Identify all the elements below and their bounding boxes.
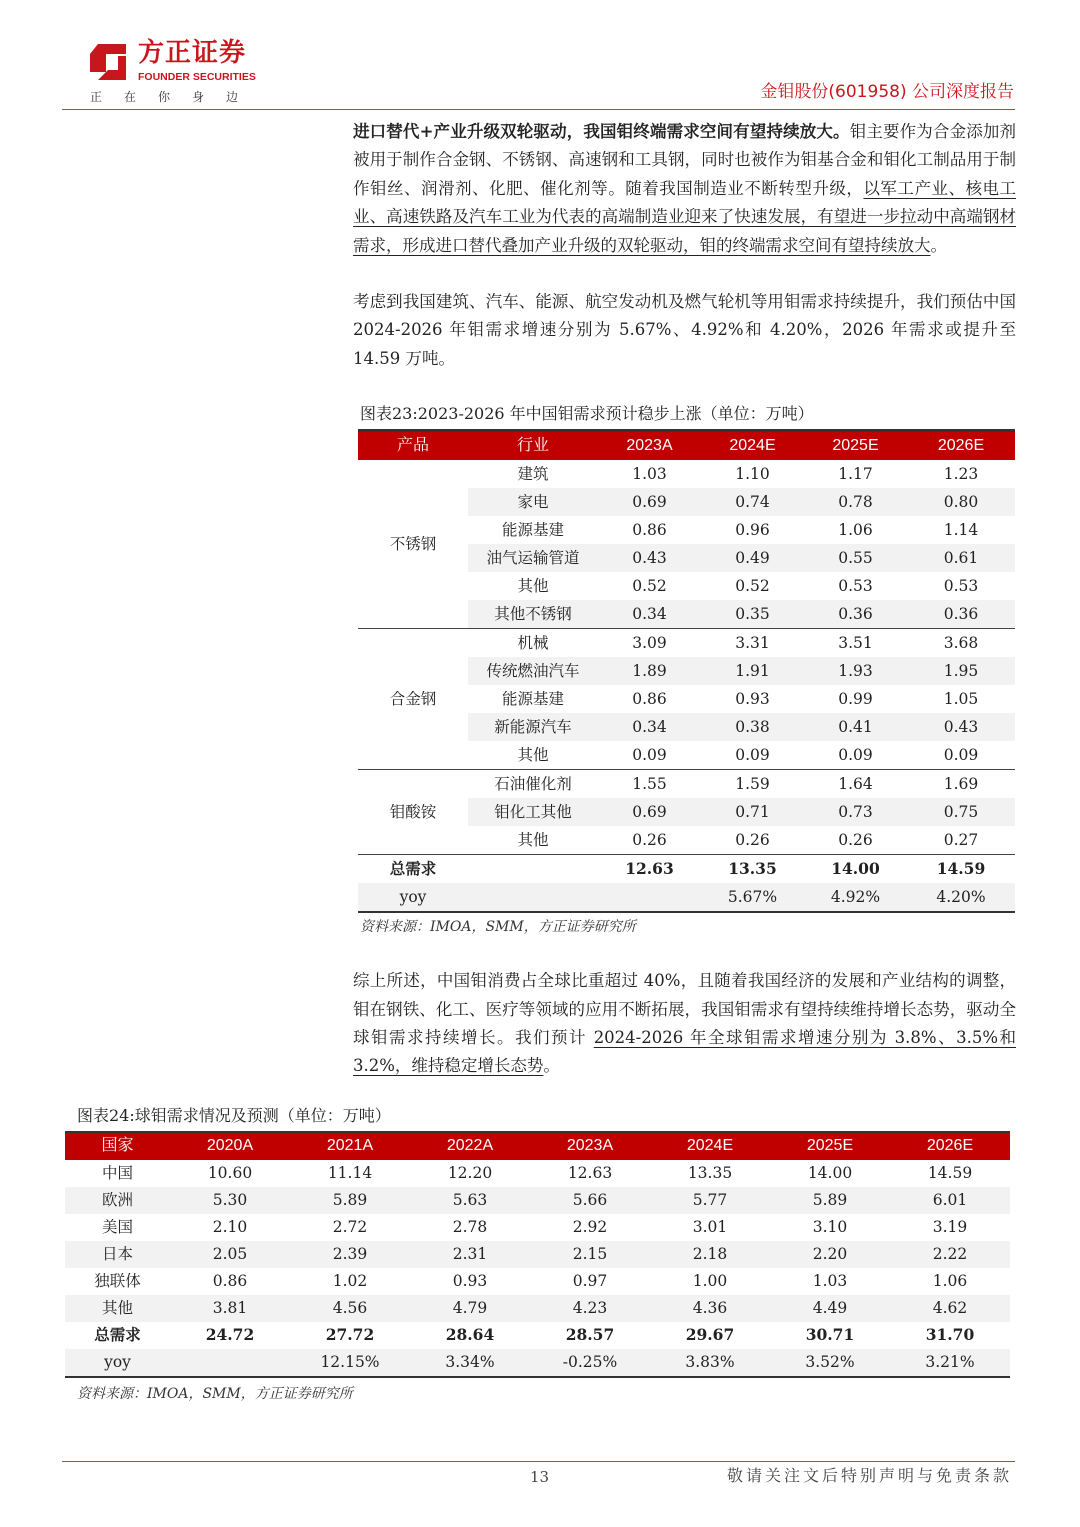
value-cell: 0.69 — [598, 798, 701, 826]
value-cell: 1.05 — [943, 690, 979, 709]
value-cell: 1.03 — [632, 465, 667, 484]
column-header: 2025E — [804, 431, 907, 461]
value-cell: 0.09 — [735, 746, 770, 765]
total-row — [65, 1322, 1010, 1349]
underlined-text: 2024-2026 年全球钼需求增速分别为 3.8%、3.5%和 3.2%，维持稳定增长态势 — [353, 1028, 1016, 1076]
column-header: 2020A — [170, 1132, 290, 1160]
value-cell: 5.66 — [572, 1191, 608, 1210]
product-cell: 钼酸铵 — [358, 770, 468, 855]
value-cell: 1.14 — [943, 521, 979, 540]
industry-cell: 其他 — [517, 831, 549, 850]
yoy-cell: 5.67% — [701, 883, 804, 912]
underlined-text: 以军工产业、核电工业、高速铁路及汽车工业为代表的高端制造业迎来了快速发展，有望进一步拉动中高端钢材需求，形成进口替代叠加产业升级的双轮驱动，钼的终端需求空间有望持续放大 — [353, 178, 1017, 255]
value-cell: 2.31 — [452, 1245, 488, 1264]
value-cell: 2.39 — [332, 1245, 368, 1264]
value-cell: 4.62 — [932, 1299, 968, 1318]
industry-cell: 机械 — [468, 629, 598, 658]
yoy-cell: 12.15% — [320, 1353, 380, 1372]
value-cell: 1.91 — [701, 657, 804, 685]
value-cell: 3.10 — [812, 1218, 848, 1237]
table-row — [65, 1268, 1010, 1295]
value-cell: 3.31 — [701, 629, 804, 658]
value-cell: 0.35 — [701, 600, 804, 629]
industry-cell: 其他 — [517, 746, 549, 765]
total-row — [358, 855, 1015, 884]
value-cell: 0.41 — [804, 713, 907, 741]
value-cell: 4.49 — [812, 1299, 848, 1318]
table-row — [358, 460, 1015, 488]
total-cell: 28.64 — [445, 1325, 495, 1345]
industry-cell: 油气运输管道 — [468, 544, 598, 572]
yoy-cell — [468, 883, 598, 912]
footer-divider — [62, 1461, 1015, 1462]
value-cell: 0.49 — [701, 544, 804, 572]
region-cell: 中国 — [101, 1164, 133, 1183]
value-cell: 1.93 — [804, 657, 907, 685]
value-cell: 3.09 — [598, 629, 701, 658]
value-cell: 0.99 — [838, 690, 873, 709]
table-row — [65, 1187, 1010, 1214]
value-cell: 0.71 — [701, 798, 804, 826]
industry-cell: 建筑 — [517, 465, 549, 484]
value-cell: 0.93 — [735, 690, 770, 709]
table-row — [65, 1241, 1010, 1268]
value-cell: 2.78 — [452, 1218, 488, 1237]
value-cell: 1.55 — [598, 770, 701, 799]
total-cell: 27.72 — [325, 1325, 375, 1345]
column-header: 2026E — [907, 431, 1015, 461]
yoy-cell: 3.21% — [925, 1353, 975, 1372]
column-header: 2023A — [598, 431, 701, 461]
table24-caption: 图表24:球钼需求情况及预测（单位：万吨） — [77, 1105, 391, 1125]
total-cell: 14.00 — [804, 855, 907, 884]
value-cell: 0.53 — [838, 577, 873, 596]
industry-cell: 能源基建 — [501, 690, 564, 709]
page-footer — [0, 1461, 1080, 1501]
text-segment: 考虑到我国建筑、汽车、能源、航空发动机及燃气轮机等用钼需求持续提升，我们预估中国 2024-2026 年钼需求增速分别为 5.67%、4.92%和 4.20%，2026 年需求或提升至 14.59 万吨。 — [353, 292, 1016, 368]
page-number: 13 — [530, 1468, 550, 1486]
product-cell: 合金钢 — [358, 629, 468, 770]
column-header: 行业 — [468, 431, 598, 461]
value-cell: 13.35 — [687, 1164, 733, 1183]
column-header: 2024E — [650, 1132, 770, 1160]
value-cell: 0.78 — [804, 488, 907, 516]
region-cell: 欧洲 — [101, 1191, 133, 1210]
column-header: 2026E — [890, 1132, 1010, 1160]
value-cell: 0.26 — [838, 831, 873, 850]
total-cell: 13.35 — [701, 855, 804, 884]
value-cell: 5.30 — [212, 1191, 248, 1210]
value-cell: 6.01 — [932, 1191, 968, 1210]
value-cell: 0.09 — [838, 746, 873, 765]
table24-source: 资料来源：IMOA，SMM，方正证券研究所 — [77, 1385, 353, 1402]
value-cell: 0.26 — [735, 831, 770, 850]
table-row — [358, 770, 1015, 799]
value-cell: 1.89 — [598, 657, 701, 685]
value-cell: 0.27 — [943, 831, 979, 850]
yoy-row — [65, 1349, 1010, 1377]
product-cell: 不锈钢 — [389, 535, 437, 554]
value-cell: 14.59 — [927, 1164, 973, 1183]
value-cell: 2.72 — [332, 1218, 368, 1237]
value-cell: 2.15 — [572, 1245, 608, 1264]
value-cell: 5.63 — [452, 1191, 488, 1210]
value-cell: 0.52 — [632, 577, 667, 596]
yoy-cell: 3.83% — [685, 1353, 735, 1372]
paragraph-import-substitution — [353, 118, 1016, 260]
china-molybdenum-demand-table — [358, 429, 1015, 913]
value-cell: 3.81 — [212, 1299, 248, 1318]
region-cell: 美国 — [101, 1218, 133, 1237]
value-cell: 2.22 — [932, 1245, 968, 1264]
value-cell: 1.06 — [932, 1272, 968, 1291]
value-cell: 14.00 — [807, 1164, 853, 1183]
value-cell: 4.79 — [452, 1299, 488, 1318]
value-cell: 5.77 — [692, 1191, 728, 1210]
value-cell: 2.20 — [812, 1245, 848, 1264]
table-row — [358, 629, 1015, 658]
column-header: 2022A — [410, 1132, 530, 1160]
column-header: 2021A — [290, 1132, 410, 1160]
column-header: 产品 — [358, 431, 468, 461]
industry-cell: 传统燃油汽车 — [468, 657, 598, 685]
total-cell: 28.57 — [565, 1325, 615, 1345]
yoy-cell: 3.34% — [445, 1353, 495, 1372]
value-cell: 4.56 — [332, 1299, 368, 1318]
value-cell: 3.51 — [804, 629, 907, 658]
value-cell: 0.52 — [735, 577, 770, 596]
yoy-cell: 4.20% — [907, 883, 1015, 912]
table-row — [65, 1214, 1010, 1241]
value-cell: 12.63 — [567, 1164, 613, 1183]
total-cell: 12.63 — [598, 855, 701, 884]
total-cell: 24.72 — [205, 1325, 255, 1345]
value-cell: 5.89 — [812, 1191, 848, 1210]
value-cell: 1.10 — [735, 465, 770, 484]
column-header: 2024E — [701, 431, 804, 461]
yoy-cell: yoy — [104, 1353, 131, 1372]
region-cell: 独联体 — [94, 1272, 141, 1291]
value-cell: 4.36 — [692, 1299, 728, 1318]
value-cell: 12.20 — [447, 1164, 493, 1183]
value-cell: 1.23 — [943, 465, 979, 484]
value-cell: 1.06 — [838, 521, 873, 540]
value-cell: 0.34 — [598, 713, 701, 741]
value-cell: 10.60 — [207, 1164, 253, 1183]
paragraph-china-demand-forecast — [353, 288, 1016, 373]
yoy-row — [358, 883, 1015, 912]
value-cell: 1.59 — [701, 770, 804, 799]
value-cell: 11.14 — [327, 1164, 373, 1183]
value-cell: 0.93 — [452, 1272, 488, 1291]
value-cell: 0.86 — [632, 521, 667, 540]
value-cell: 1.17 — [838, 465, 873, 484]
total-cell: 总需求 — [94, 1325, 141, 1345]
value-cell: 2.92 — [572, 1218, 608, 1237]
logo-chinese-name: 方正证券 — [138, 38, 247, 68]
value-cell: 3.68 — [907, 629, 1015, 658]
value-cell: 0.86 — [212, 1272, 248, 1291]
total-cell — [468, 855, 598, 884]
industry-cell: 钼化工其他 — [468, 798, 598, 826]
table-row — [65, 1160, 1010, 1187]
value-cell: 0.09 — [632, 746, 667, 765]
value-cell: 0.43 — [907, 713, 1015, 741]
value-cell: 0.36 — [804, 600, 907, 629]
text-segment: 钼主要作为合金添加剂被用于制作合金钢、不锈钢、高速钢和工具钢，同时也被作为钼基合金和钼化工制品用于制作钼丝、润滑剂、化肥、催化剂等。随着我国制造业不断转型升级， — [353, 122, 1017, 198]
industry-cell: 家电 — [468, 488, 598, 516]
region-cell: 日本 — [101, 1245, 133, 1264]
industry-cell: 能源基建 — [501, 521, 564, 540]
table23-caption: 图表23:2023-2026 年中国钼需求预计稳步上涨（单位：万吨） — [360, 404, 814, 424]
value-cell: 0.34 — [598, 600, 701, 629]
value-cell: 2.05 — [212, 1245, 248, 1264]
value-cell: 0.38 — [701, 713, 804, 741]
total-cell: 29.67 — [685, 1325, 735, 1345]
value-cell: 1.02 — [332, 1272, 368, 1291]
table-header-row — [358, 431, 1015, 461]
yoy-cell: yoy — [358, 883, 468, 912]
paragraph-global-demand-summary — [353, 967, 1016, 1081]
industry-cell: 其他 — [517, 577, 549, 596]
value-cell: 0.80 — [907, 488, 1015, 516]
value-cell: 1.69 — [907, 770, 1015, 799]
value-cell: 3.19 — [932, 1218, 968, 1237]
value-cell: 0.86 — [632, 690, 667, 709]
text-segment: 。 — [930, 235, 947, 255]
table-row — [65, 1295, 1010, 1322]
column-header: 2025E — [770, 1132, 890, 1160]
logo-slogan: 正在你身边 — [90, 90, 261, 104]
industry-cell: 其他不锈钢 — [468, 600, 598, 629]
value-cell: 0.75 — [907, 798, 1015, 826]
value-cell: 0.96 — [735, 521, 770, 540]
column-header: 2023A — [530, 1132, 650, 1160]
value-cell: 0.69 — [598, 488, 701, 516]
value-cell: 3.01 — [692, 1218, 728, 1237]
value-cell: 1.95 — [907, 657, 1015, 685]
value-cell: 1.00 — [692, 1272, 728, 1291]
yoy-cell: -0.25% — [562, 1353, 618, 1372]
value-cell: 0.26 — [632, 831, 667, 850]
yoy-cell — [170, 1349, 290, 1377]
yoy-cell: 4.92% — [804, 883, 907, 912]
total-cell: 31.70 — [925, 1325, 975, 1345]
text-segment: 。 — [543, 1056, 560, 1076]
value-cell: 0.73 — [804, 798, 907, 826]
value-cell: 0.43 — [598, 544, 701, 572]
value-cell: 0.61 — [907, 544, 1015, 572]
logo-english-name: FOUNDER SECURITIES — [138, 71, 256, 83]
table23-source: 资料来源：IMOA，SMM，方正证券研究所 — [360, 919, 636, 936]
value-cell: 2.18 — [692, 1245, 728, 1264]
industry-cell: 新能源汽车 — [468, 713, 598, 741]
value-cell: 0.74 — [701, 488, 804, 516]
industry-cell: 石油催化剂 — [468, 770, 598, 799]
yoy-cell — [598, 883, 701, 912]
value-cell: 4.23 — [572, 1299, 608, 1318]
value-cell: 0.97 — [572, 1272, 608, 1291]
total-cell: 30.71 — [805, 1325, 855, 1345]
total-cell: 总需求 — [358, 855, 468, 884]
bold-lead-sentence: 进口替代+产业升级双轮驱动，我国钼终端需求空间有望持续放大。 — [353, 122, 850, 141]
value-cell: 0.53 — [943, 577, 979, 596]
total-cell: 14.59 — [907, 855, 1015, 884]
report-title: 金钼股份(601958) 公司深度报告 — [760, 82, 1014, 102]
disclaimer-notice: 敬请关注文后特别声明与免责条款 — [726, 1466, 1012, 1485]
yoy-cell: 3.52% — [805, 1353, 855, 1372]
table-header-row — [65, 1132, 1010, 1160]
column-header: 国家 — [65, 1132, 170, 1160]
value-cell: 2.10 — [212, 1218, 248, 1237]
value-cell: 1.03 — [812, 1272, 848, 1291]
global-molybdenum-demand-table — [65, 1131, 1010, 1378]
value-cell: 0.09 — [943, 746, 979, 765]
value-cell: 5.89 — [332, 1191, 368, 1210]
value-cell: 1.64 — [804, 770, 907, 799]
value-cell: 0.36 — [907, 600, 1015, 629]
region-cell: 其他 — [101, 1299, 133, 1318]
text-segment: 综上所述，中国钼消费占全球比重超过 40%，且随着我国经济的发展和产业结构的调整，钼在钢铁、化工、医疗等领域的应用不断拓展，我国钼需求有望持续维持增长态势，驱动全球钼需求持续增长。我们预计 — [353, 971, 1016, 1048]
value-cell: 0.55 — [804, 544, 907, 572]
